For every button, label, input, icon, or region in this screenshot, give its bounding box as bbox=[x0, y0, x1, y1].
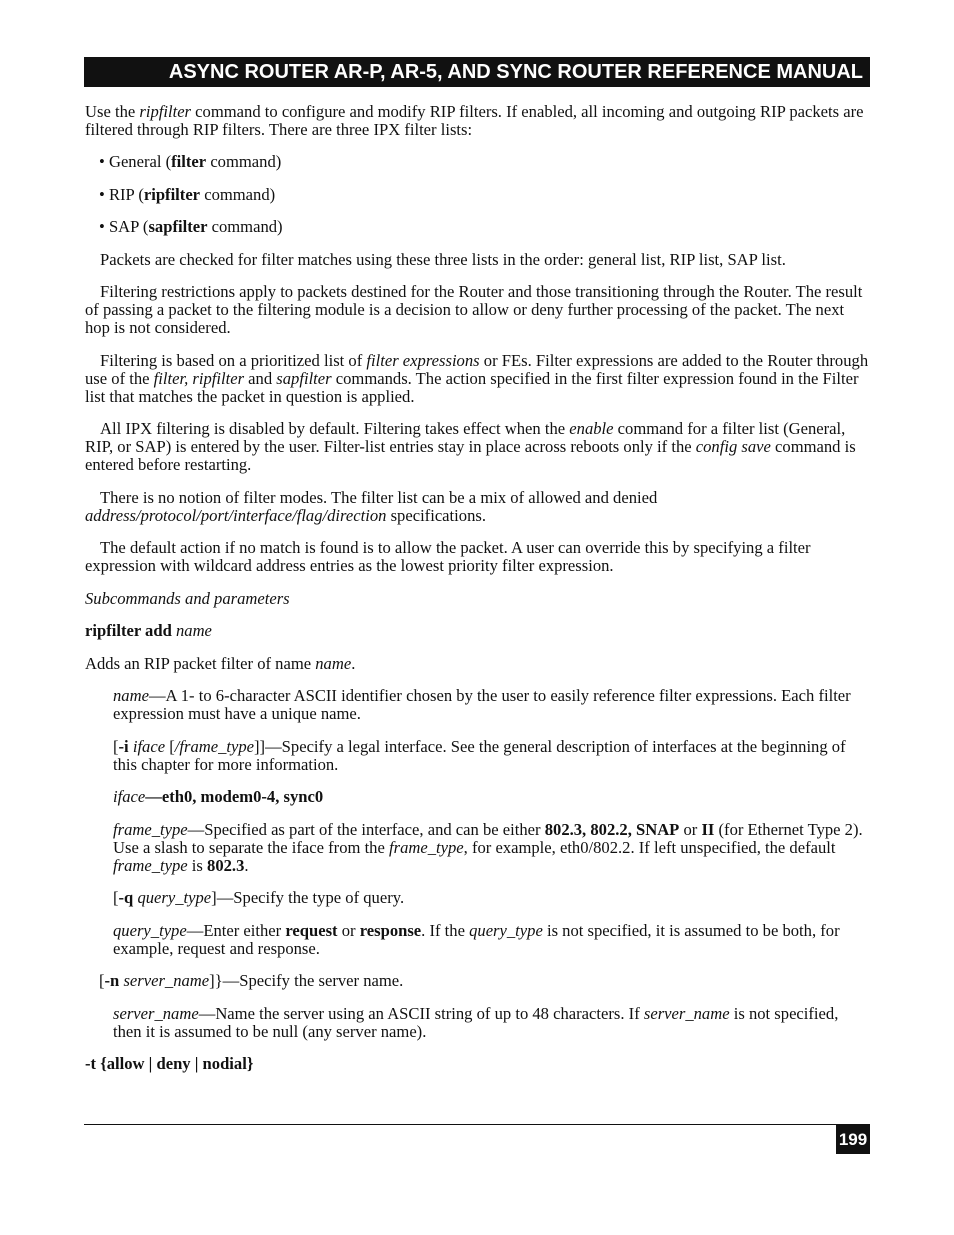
running-header bbox=[84, 57, 870, 87]
manual-title: ASYNC ROUTER AR-P, AR-5, AND SYNC ROUTER REFERENCE MANUAL bbox=[168, 61, 863, 83]
text-run: . If the bbox=[421, 920, 470, 940]
text-run: —A 1- to 6-character ASCII identifier chosen by the user to easily reference filter expressions. Each filter expression must have a unique name. bbox=[113, 686, 851, 723]
parameter: name bbox=[315, 653, 352, 673]
bullet-item bbox=[85, 186, 870, 204]
term: address/protocol/port/interface/flag/direction bbox=[85, 505, 387, 525]
intro-paragraph bbox=[85, 103, 870, 139]
parameter: query_type bbox=[137, 888, 212, 907]
term: filter, ripfilter bbox=[153, 368, 245, 388]
parameter: name bbox=[175, 621, 212, 640]
query-option bbox=[85, 889, 870, 907]
bullet-item bbox=[85, 218, 870, 236]
parameter: frame_type bbox=[113, 819, 188, 839]
text-run: commands. The action specified in the first filter expression found in the Filter list that matches the packet in question is applied. bbox=[85, 368, 859, 406]
parameter: server_name bbox=[123, 971, 210, 990]
value-list: response bbox=[359, 920, 422, 940]
option-flag: -i bbox=[118, 736, 129, 756]
text-run: command to configure and modify RIP filters. If enabled, all incoming and outgoing RIP packets are filtered through RIP filters. There are three IPX filter lists: bbox=[85, 102, 864, 139]
text-run: —Name the server using an ASCII string of up to 48 characters. If bbox=[198, 1003, 644, 1023]
frame-type-parameter bbox=[85, 821, 870, 875]
text-run: command is entered before restarting. bbox=[85, 437, 856, 474]
text-run: —Specified as part of the interface, and can be either bbox=[187, 819, 545, 839]
command-name: ripfilter bbox=[143, 184, 201, 204]
text-run: is not specified, it is assumed to be both, for example, request and response. bbox=[113, 920, 840, 958]
page-body bbox=[85, 103, 870, 1088]
value-list: request bbox=[285, 920, 338, 940]
text-run: or bbox=[679, 819, 702, 839]
parameter: name bbox=[113, 686, 149, 705]
page-number: 199 bbox=[836, 1125, 870, 1154]
option-syntax: -t {allow | deny | nodial} bbox=[85, 1054, 254, 1073]
text-run: ]]—Specify a legal interface. See the general description of interfaces at the beginning of this chapter for more information. bbox=[113, 736, 846, 774]
command-name: ripfilter bbox=[139, 102, 192, 121]
priority-paragraph bbox=[85, 352, 870, 406]
server-name-parameter bbox=[85, 1005, 870, 1041]
query-type-parameter bbox=[85, 922, 870, 958]
text-run: command for a filter list (General, RIP, or SAP) is entered by the user. Filter-list entries stay in place across reboots only if the bbox=[85, 419, 846, 456]
text-run: • RIP ( bbox=[99, 184, 144, 204]
value-list: 802.3, 802.2, SNAP bbox=[544, 819, 680, 839]
parameter: server_name bbox=[643, 1003, 730, 1023]
command-name: ripfilter add bbox=[85, 621, 172, 640]
text-run: [ bbox=[113, 888, 119, 907]
parameter: iface bbox=[132, 736, 166, 756]
command-name: filter bbox=[171, 152, 207, 171]
order-paragraph: Packets are checked for filter matches using these three lists in the order: general list, RIP list, SAP list. bbox=[100, 249, 786, 269]
server-option bbox=[85, 972, 870, 990]
text-run: • SAP ( bbox=[99, 217, 149, 236]
subcommands-heading bbox=[85, 590, 870, 608]
footer-rule bbox=[84, 1124, 870, 1125]
ipx-paragraph bbox=[85, 420, 870, 474]
heading-text: Subcommands and parameters bbox=[85, 588, 290, 608]
text-run: ]}—Specify the server name. bbox=[209, 971, 404, 990]
term: config save bbox=[695, 437, 771, 456]
text-run: • General ( bbox=[99, 152, 172, 171]
text-run: All IPX filtering is disabled by default. Filtering takes effect when the bbox=[100, 419, 570, 438]
text-run: or bbox=[337, 920, 360, 940]
text-run: command) bbox=[200, 184, 276, 204]
text-run: command) bbox=[206, 152, 282, 171]
modes-paragraph bbox=[85, 489, 870, 525]
term: sapfilter bbox=[276, 368, 332, 388]
value-list: 802.3 bbox=[207, 855, 245, 875]
default-action-paragraph: The default action if no match is found is to allow the packet. A user can override this by specifying a filter expression with wildcard address entries as the lowest priority filter expression. bbox=[85, 538, 811, 575]
parameter: server_name bbox=[113, 1003, 199, 1023]
option-flag: -q bbox=[118, 888, 134, 907]
term: filter expressions bbox=[366, 350, 480, 370]
text-run: is not specified, then it is assumed to be null (any server name). bbox=[113, 1003, 839, 1041]
name-parameter bbox=[85, 687, 870, 723]
text-run: Filtering is based on a prioritized list of bbox=[100, 350, 367, 370]
text-run: and bbox=[244, 368, 277, 388]
text-run: [ bbox=[113, 736, 119, 756]
text-run: . bbox=[351, 653, 356, 673]
command-syntax bbox=[85, 622, 870, 640]
parameter: iface bbox=[113, 787, 146, 806]
parameter: frame_type bbox=[113, 855, 188, 875]
term: enable bbox=[569, 419, 614, 438]
text-run: [ bbox=[165, 736, 175, 756]
text-run: [ bbox=[99, 971, 105, 990]
option-flag: -n bbox=[104, 971, 120, 990]
value-list: —eth0, modem0-4, sync0 bbox=[145, 787, 324, 806]
text-run: . bbox=[244, 855, 249, 875]
value-list: II bbox=[701, 819, 715, 839]
text-run: specifications. bbox=[386, 505, 486, 525]
parameter: query_type bbox=[469, 920, 543, 940]
text-run: Use the bbox=[85, 102, 140, 121]
bullet-item bbox=[85, 153, 870, 171]
text-run: is bbox=[187, 855, 208, 875]
parameter: frame_type bbox=[389, 837, 464, 857]
restrictions-paragraph: Filtering restrictions apply to packets destined for the Router and those transitioning through the Router. The result of passing a packet to the filtering module is a decision to allow or deny further processing of the packet. The next hop is not considered. bbox=[85, 282, 863, 337]
text-run: command) bbox=[207, 217, 283, 236]
type-option bbox=[85, 1055, 870, 1073]
text-run: or FEs. Filter expressions are added to the Router through use of the bbox=[85, 350, 869, 388]
iface-option bbox=[85, 738, 870, 774]
text-run: (for Ethernet Type 2). Use a slash to separate the iface from the bbox=[113, 819, 863, 857]
text-run: There is no notion of filter modes. The filter list can be a mix of allowed and denied bbox=[100, 487, 658, 507]
parameter: query_type bbox=[113, 920, 187, 940]
text-run: , for example, eth0/802.2. If left unspecified, the default bbox=[463, 837, 836, 857]
iface-values bbox=[85, 788, 870, 806]
text-run: Adds an RIP packet filter of name bbox=[85, 653, 316, 673]
adds-paragraph bbox=[85, 655, 870, 673]
command-name: sapfilter bbox=[148, 217, 208, 236]
text-run: —Enter either bbox=[186, 920, 286, 940]
parameter: /frame_type bbox=[174, 736, 255, 756]
text-run: ]—Specify the type of query. bbox=[211, 888, 405, 907]
